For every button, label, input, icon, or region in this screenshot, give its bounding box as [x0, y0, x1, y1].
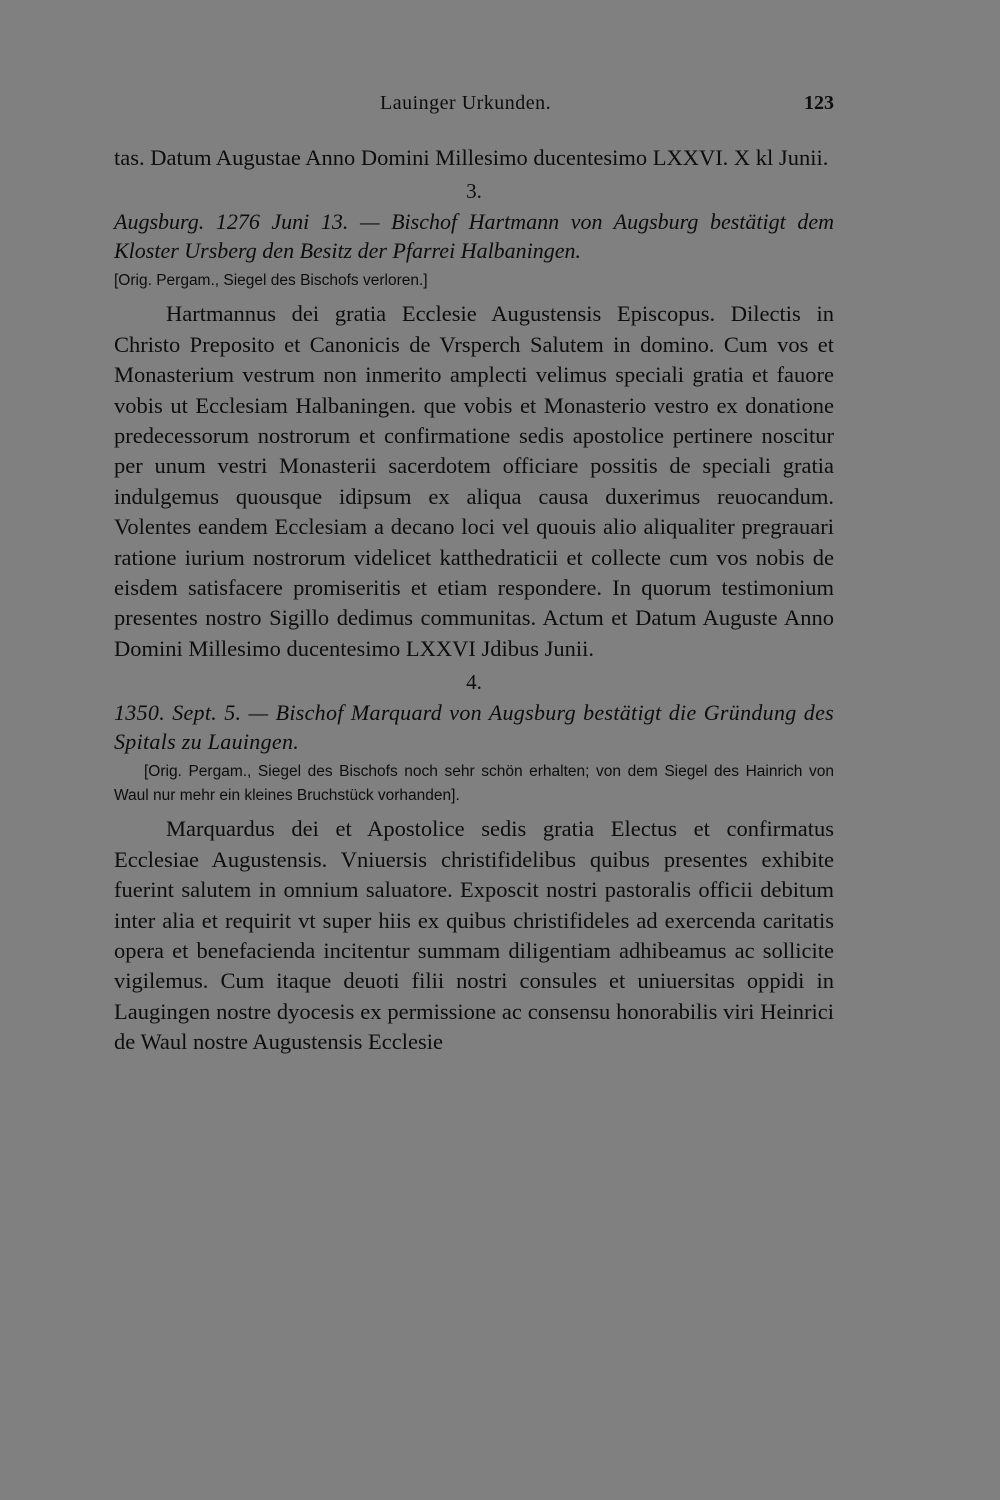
document-text: Marquardus dei et Apostolice sedis gratia Electus et confirmatus Ecclesiae Augustensis. Vniuersis christifidelibus quibus presentes exhibite fuerint salutem in omnium saluatore. Exposcit nostri pastoralis officii debitum inter alia et requirit vt super hiis ex quibus christifideles ad exercenda caritatis opera et benefacienda incitentur summam diligentiam adhibeamus ac sollicite vigilemus. Cum itaque deuoti filii nostri consules et uniuersitas oppidi in Laugingen nostre dyocesis ex permissione ac consensu honorabilis viri Heinrici de Waul nostre Augustensis Ecclesie: [114, 816, 834, 1055]
previous-document-ending: tas. Datum Augustae Anno Domini Millesimo ducentesimo LXXVI. X kl Junii.: [114, 145, 829, 170]
document-regest: 1350. Sept. 5. — Bischof Marquard von Augsburg bestätigt die Gründung des Spitals zu Lauingen.: [114, 700, 834, 755]
document-4: [114, 668, 834, 1057]
edition-note: [Orig. Pergam., Siegel des Bischofs noch sehr schön erhalten; von dem Siegel des Hainrich von Waul nur mehr ein kleines Bruchstück vorhanden].: [114, 763, 834, 805]
document-text: Hartmannus dei gratia Ecclesie Augustensis Episcopus. Dilectis in Christo Preposito et Canonicis de Vrsperch Salutem in domino. Cum vos et Monasterium vestrum non inmerito amplecti velimus speciali gratia et fauore vobis ut Ecclesiam Halbaningen. que vobis et Monasterio vestro ex donatione predecessorum nostrorum et confirmatione sedis apostolice pertinere noscitur per unum vestri Monasterii sacerdotem officiare possitis de speciali gratia indulgemus quousque idipsum ex aliqua causa duxerimus reuocandum. Volentes eandem Ecclesiam a decano loci vel quouis alio aliqualiter pregrauari ratione iurium nostrorum videlicet katthedraticii et collecte cum vos nobis de eisdem satisfacere promiseritis et etiam respondere. In quorum testimonium presentes nostro Sigillo dedimus communitas. Actum et Datum Auguste Anno Domini Millesimo ducentesimo LXXVI Jdibus Junii.: [114, 301, 834, 661]
document-regest: Augsburg. 1276 Juni 13. — Bischof Hartmann von Augsburg bestätigt dem Kloster Ursberg den Besitz der Pfarrei Halbaningen.: [114, 209, 834, 264]
page-number: 123: [804, 92, 834, 114]
page-header: [114, 92, 834, 126]
document-3: [114, 177, 834, 664]
book-page: [114, 92, 834, 1058]
document-number: 3.: [466, 179, 482, 204]
document-number: 4.: [466, 670, 482, 695]
edition-note: [Orig. Pergam., Siegel des Bischofs verloren.]: [114, 272, 428, 290]
running-title: Lauinger Urkunden.: [380, 92, 552, 114]
